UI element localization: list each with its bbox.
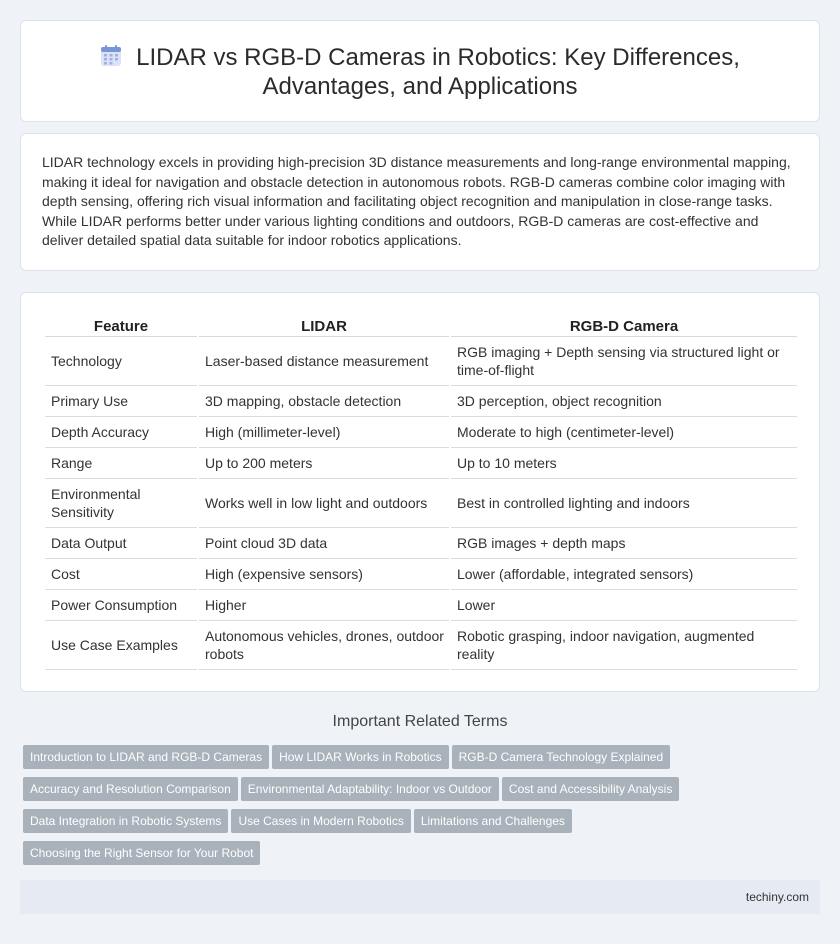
table-row [45,417,797,448]
rgbd-cell: Lower [451,590,797,621]
lidar-cell: Autonomous vehicles, drones, outdoor robots [199,621,449,670]
lidar-cell: Laser-based distance measurement [199,337,449,386]
rgbd-cell: Robotic grasping, indoor navigation, augmented reality [451,621,797,670]
header-rgbd: RGB-D Camera [451,313,797,337]
feature-cell: Technology [45,337,197,386]
table-row [45,559,797,590]
related-term-tag[interactable]: Limitations and Challenges [414,809,572,833]
table-row [45,590,797,621]
title-line-2: Advantages, and Applications [262,73,578,100]
related-terms-list [23,745,813,873]
feature-cell: Range [45,448,197,479]
comparison-table [43,313,799,670]
rgbd-cell: Lower (affordable, integrated sensors) [451,559,797,590]
table-row [45,448,797,479]
intro-card [20,133,820,271]
calendar-icon [100,45,122,67]
related-terms-heading: Important Related Terms [332,713,508,730]
header-lidar: LIDAR [199,313,449,337]
table-row [45,479,797,528]
feature-cell: Environmental Sensitivity [45,479,197,528]
lidar-cell: Higher [199,590,449,621]
related-term-tag[interactable]: Accuracy and Resolution Comparison [23,777,238,801]
feature-cell: Power Consumption [45,590,197,621]
table-row [45,528,797,559]
feature-cell: Use Case Examples [45,621,197,670]
related-term-tag[interactable]: Environmental Adaptability: Indoor vs Outdoor [241,777,499,801]
related-term-tag[interactable]: Introduction to LIDAR and RGB-D Cameras [23,745,269,769]
lidar-cell: Works well in low light and outdoors [199,479,449,528]
related-term-tag[interactable]: Choosing the Right Sensor for Your Robot [23,841,260,865]
table-header-row [45,313,797,337]
related-term-tag[interactable]: Data Integration in Robotic Systems [23,809,228,833]
comparison-card [20,292,820,692]
rgbd-cell: RGB imaging + Depth sensing via structured light or time-of-flight [451,337,797,386]
feature-cell: Primary Use [45,386,197,417]
footer-brand[interactable]: techiny.com [745,890,809,904]
table-row [45,337,797,386]
related-term-tag[interactable]: Cost and Accessibility Analysis [502,777,679,801]
lidar-cell: High (expensive sensors) [199,559,449,590]
lidar-cell: Point cloud 3D data [199,528,449,559]
feature-cell: Depth Accuracy [45,417,197,448]
related-term-tag[interactable]: How LIDAR Works in Robotics [272,745,449,769]
table-row [45,386,797,417]
related-term-tag[interactable]: RGB-D Camera Technology Explained [452,745,671,769]
intro-paragraph: LIDAR technology excels in providing high-precision 3D distance measurements and long-range environmental mapping, making it ideal for navigation and obstacle detection in autonomous robots. RGB-D cameras combine color imaging with depth sensing, offering rich visual information and facilitating object recognition and manipulation in close-range tasks. While LIDAR performs better under various lighting conditions and outdoors, RGB-D cameras are cost-effective and deliver detailed spatial data suitable for indoor robotics applications. [42,154,791,248]
footer [20,880,820,914]
feature-cell: Cost [45,559,197,590]
title-card [20,20,820,122]
page-title [21,43,819,101]
table-row [45,621,797,670]
rgbd-cell: RGB images + depth maps [451,528,797,559]
lidar-cell: 3D mapping, obstacle detection [199,386,449,417]
header-feature: Feature [45,313,197,337]
rgbd-cell: Best in controlled lighting and indoors [451,479,797,528]
rgbd-cell: Moderate to high (centimeter-level) [451,417,797,448]
related-term-tag[interactable]: Use Cases in Modern Robotics [231,809,410,833]
rgbd-cell: Up to 10 meters [451,448,797,479]
title-line-1: LIDAR vs RGB-D Cameras in Robotics: Key Differences, [136,44,740,71]
lidar-cell: High (millimeter-level) [199,417,449,448]
rgbd-cell: 3D perception, object recognition [451,386,797,417]
lidar-cell: Up to 200 meters [199,448,449,479]
feature-cell: Data Output [45,528,197,559]
